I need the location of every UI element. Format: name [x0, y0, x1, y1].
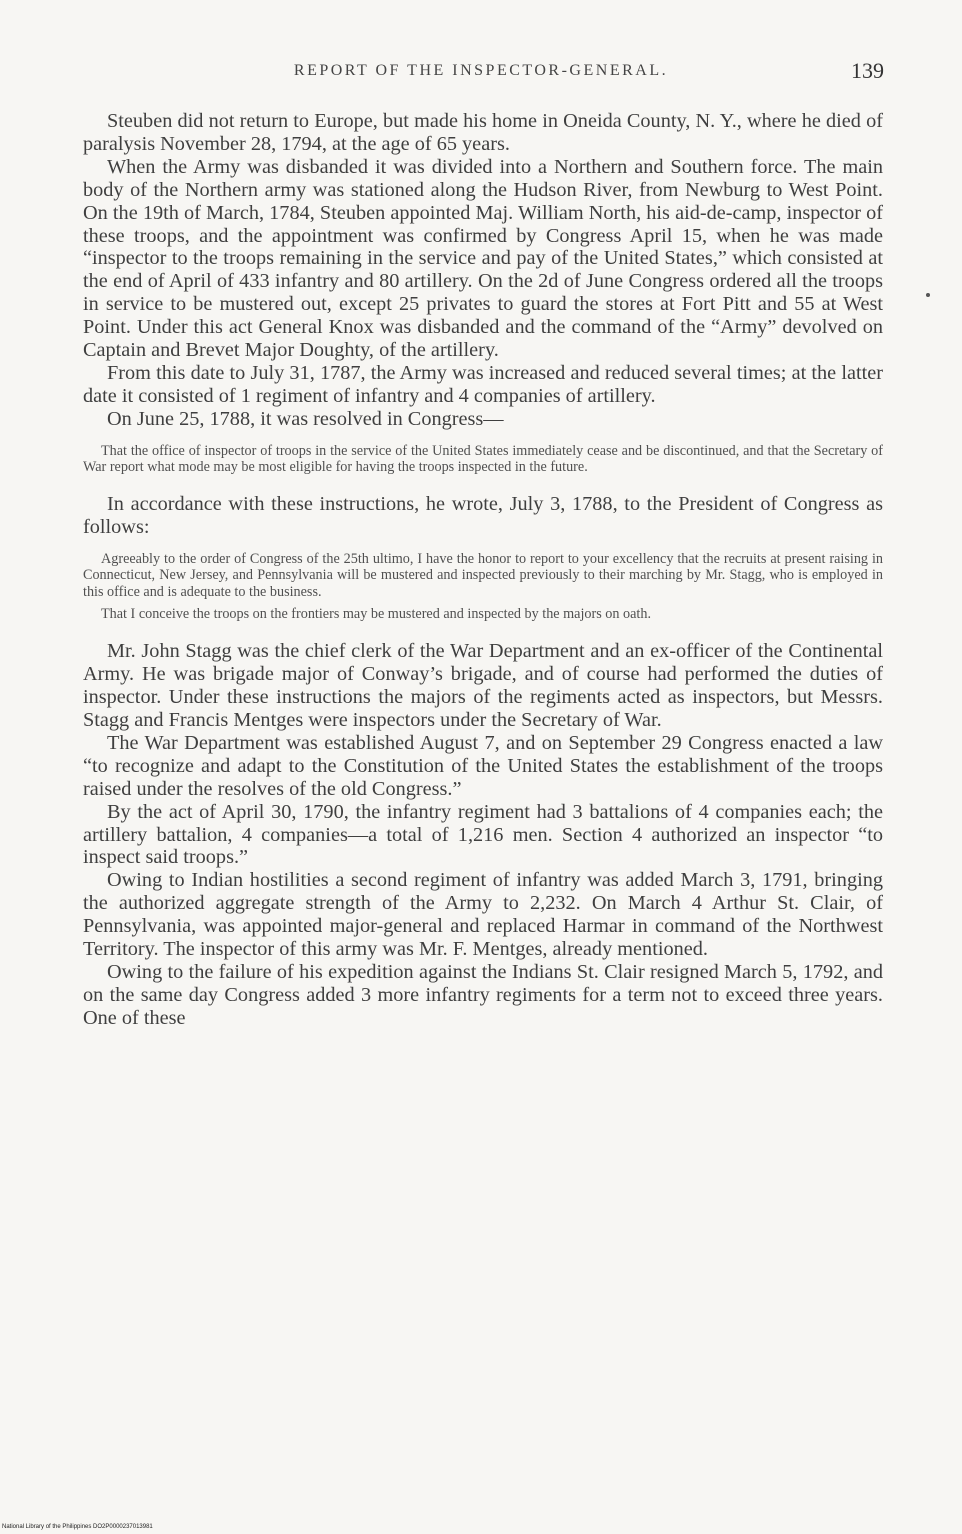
quote-letter-recruits: Agreeably to the order of Congress of the 25th ultimo, I have the honor to report to your excellency that the recruits at present raising in Connecticut, New Jersey, and Pennsylvania will be mustered and inspected previously to their marching by Mr. Stagg, who is employed in this office and is adequate to the business. — [83, 551, 883, 600]
paragraph-army-increased: From this date to July 31, 1787, the Army was increased and reduced several times; at the latter date it consisted of 1 regiment of infantry and 4 companies of artillery. — [83, 361, 883, 407]
paragraph-resolved-in-congress: On June 25, 1788, it was resolved in Congress— — [107, 407, 504, 430]
paragraph-army-disbanded: When the Army was disbanded it was divided into a Northern and Southern force. The main body of the Northern army was stationed along the Hudson River, from Newburg to West Point. On the 19th of March, 1784, Steuben appointed Maj. William North, his aid-de-camp, inspector of these troops, and the appointment was confirmed by Congress April 15, when he was made “inspector to the troops remaining in the service and pay of the United States,” which consisted at the end of April of 433 infantry and 80 artillery. On the 2d of June Congress ordered all the troops in service to be mustered out, except 25 privates to guard the stores at Fort Pitt and 55 at West Point. Under this act General Knox was disbanded and the command of the “Army” devolved on Captain and Brevet Major Doughty, of the artillery. — [83, 155, 883, 362]
quote-letter-frontiers: That I conceive the troops on the frontiers may be mustered and inspected by the majors on oath. — [101, 605, 651, 622]
quote-resolution: That the office of inspector of troops in the service of the United States immediately cease and be discontinued, and that the Secretary of War report what mode may be most eligible for having the troops inspected in the future. — [83, 442, 883, 475]
page-number: 139 — [851, 58, 884, 83]
paragraph-instructions: In accordance with these instructions, he wrote, July 3, 1788, to the President of Congress as follows: — [83, 493, 883, 539]
running-head — [60, 58, 902, 88]
scan-credit: National Library of the Philippines DO2P0000237013981 — [2, 1524, 153, 1530]
paragraph-john-stagg: Mr. John Stagg was the chief clerk of the War Department and an ex-officer of the Continental Army. He was brigade major of Conway’s brigade, and of course had performed the duties of inspector. Under these instructions the majors of the regiments acted as inspectors, but Messrs. Stagg and Francis Mentges were inspectors under the Secretary of War. — [83, 640, 883, 731]
document-body — [83, 110, 883, 1030]
paragraph-indian-hostilities: Owing to Indian hostilities a second regiment of infantry was added March 3, 1791, bringing the authorized aggregate strength of the Army to 2,232. On March 4 Arthur St. Clair, of Pennsylvania, was appointed major-general and replaced Harmar in command of the Northwest Territory. The inspector of this army was Mr. F. Mentges, already mentioned. — [83, 869, 883, 961]
paragraph-st-clair-resigned: Owing to the failure of his expedition against the Indians St. Clair resigned March 5, 1792, and on the same day Congress added 3 more infantry regiments for a term not to exceed three years. One of these — [83, 960, 883, 1029]
paragraph-war-department: The War Department was established August 7, and on September 29 Congress enacted a law “to recognize and adapt to the Constitution of the United States the establishment of the troops raised under the resolves of the old Congress.” — [83, 731, 883, 800]
paragraph-steuben-death: Steuben did not return to Europe, but made his home in Oneida County, N. Y., where he died of paralysis November 28, 1794, at the age of 65 years. — [83, 110, 883, 155]
running-title: REPORT OF THE INSPECTOR-GENERAL. — [293, 62, 669, 79]
scan-speck — [926, 293, 930, 297]
paragraph-act-1790: By the act of April 30, 1790, the infantry regiment had 3 battalions of 4 companies each; the artillery battalion, 4 companies—a total of 1,216 men. Section 4 authorized an inspector “to inspect said troops.” — [83, 800, 883, 869]
